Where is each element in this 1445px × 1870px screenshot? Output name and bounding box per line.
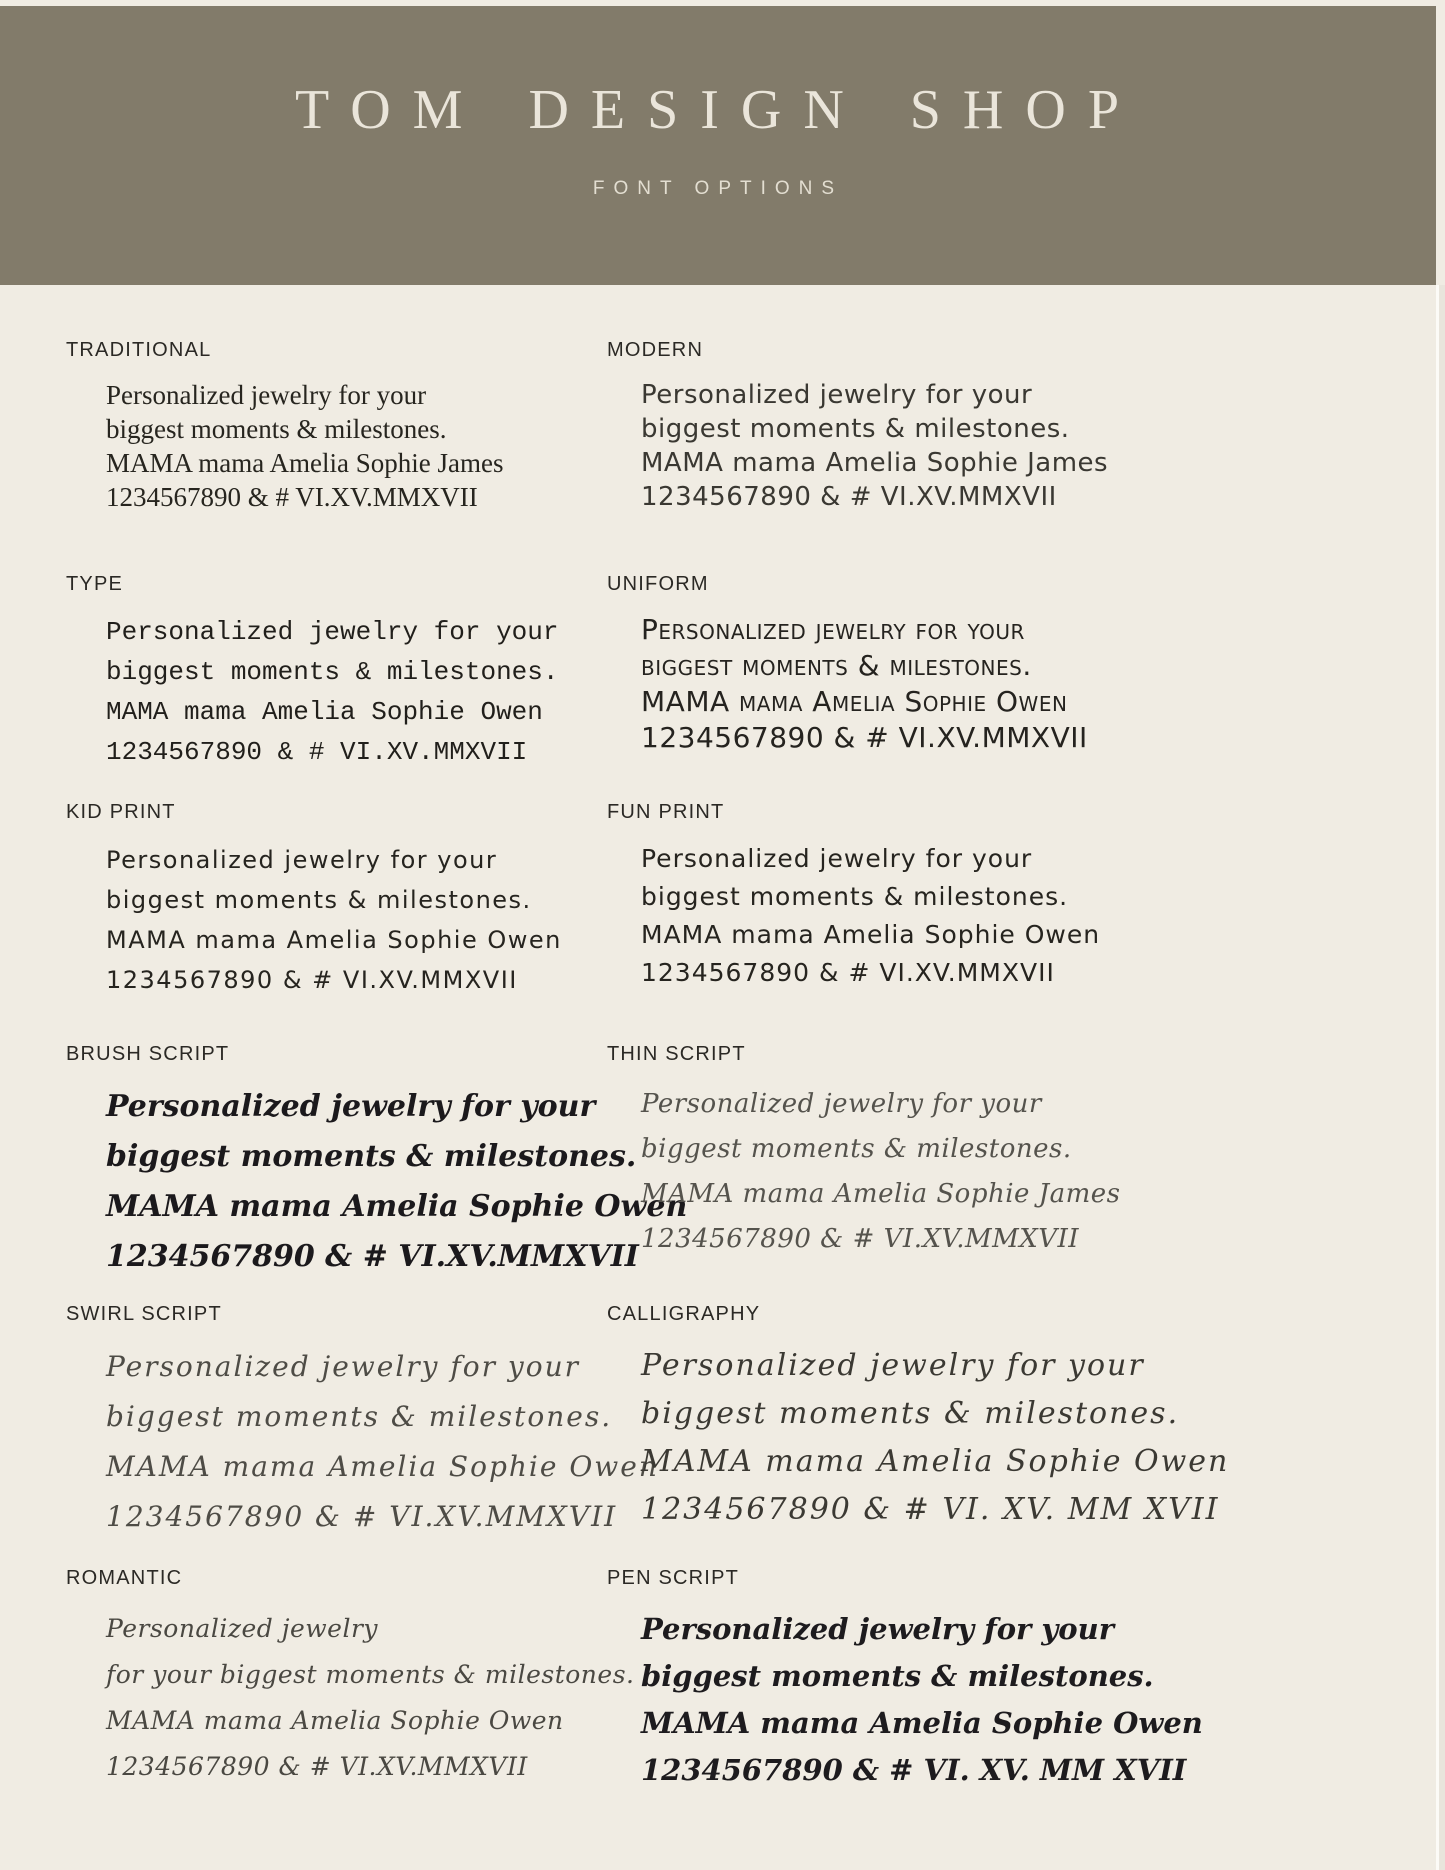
sample-line: 1234567890 & # VI.XV.MMXVII bbox=[641, 1224, 1080, 1254]
sample-line: Personalized jewelry for your bbox=[106, 380, 427, 410]
font-section-label: MODERN bbox=[607, 339, 704, 361]
sample-line: MAMA mama Amelia Sophie James bbox=[641, 448, 1109, 478]
header-band bbox=[0, 6, 1436, 285]
sample-line: biggest moments & milestones. bbox=[106, 414, 447, 444]
font-section-modern bbox=[607, 339, 1108, 514]
sample-line: biggest moments & milestones. bbox=[641, 1396, 1180, 1431]
sample-line: MAMA mama Amelia Sophie Owen bbox=[106, 926, 562, 954]
sample-line: 1234567890 & # VI.XV.MMXVII bbox=[106, 1500, 618, 1533]
font-section-fun-print bbox=[607, 801, 1100, 992]
sample-line: biggest moments & milestones. bbox=[106, 886, 532, 914]
sample-line: biggest moments & milestones. bbox=[106, 1139, 637, 1174]
sample-line: Personalized jewelry for your bbox=[641, 380, 1033, 410]
sample-line: biggest moments & milestones. bbox=[641, 882, 1069, 911]
font-section-brush-script bbox=[66, 1043, 687, 1282]
sample-line: MAMA mama Amelia Sophie James bbox=[106, 448, 504, 478]
sample-line: Personalized jewelry bbox=[106, 1614, 379, 1643]
font-section-swirl-script bbox=[66, 1303, 659, 1542]
font-section-label: CALLIGRAPHY bbox=[607, 1303, 761, 1325]
page-edge-line bbox=[1436, 285, 1445, 1870]
sample-line: biggest moments & milestones. bbox=[641, 414, 1070, 444]
font-sample bbox=[607, 378, 1108, 514]
page-subtitle: FONT OPTIONS bbox=[592, 178, 844, 199]
font-section-thin-script bbox=[607, 1043, 1120, 1262]
font-section-pen-script bbox=[607, 1567, 1203, 1794]
sample-line: for your biggest moments & milestones. bbox=[106, 1660, 635, 1689]
sample-line: MAMA mama Amelia Sophie Owen bbox=[106, 1450, 659, 1483]
font-section-calligraphy bbox=[607, 1303, 1229, 1534]
font-section-label: TRADITIONAL bbox=[66, 339, 212, 361]
sample-line: 1234567890 & # VI.XV.MMXVII bbox=[106, 1239, 639, 1274]
font-section-label: TYPE bbox=[66, 573, 124, 595]
sample-line: Personalized jewelry for your bbox=[641, 844, 1033, 873]
sample-line: biggest moments & milestones. bbox=[106, 1400, 613, 1433]
font-sample bbox=[607, 1082, 1120, 1262]
font-sample bbox=[607, 1342, 1229, 1534]
sample-line: Personalized jewelry for your bbox=[106, 846, 498, 874]
font-sample bbox=[66, 612, 558, 772]
font-sample bbox=[66, 1082, 687, 1282]
sample-line: 1234567890 & # VI.XV.MMXVII bbox=[106, 737, 528, 767]
font-section-label: THIN SCRIPT bbox=[607, 1043, 746, 1065]
sample-line: 1234567890 & # VI.XV.MMXVII bbox=[106, 482, 478, 512]
sample-line: biggest moments & milestones. bbox=[641, 1134, 1072, 1164]
sample-line: biggest moments & milestones. bbox=[641, 649, 1032, 682]
sample-line: MAMA mama Amelia Sophie Owen bbox=[106, 1189, 688, 1224]
font-section-label: BRUSH SCRIPT bbox=[66, 1043, 230, 1065]
font-sample bbox=[607, 612, 1088, 756]
sample-line: Personalized jewelry for your bbox=[641, 613, 1025, 646]
font-sample bbox=[66, 840, 562, 1000]
font-section-label: ROMANTIC bbox=[66, 1567, 183, 1589]
sample-line: MAMA mama Amelia Sophie Owen bbox=[106, 1706, 564, 1735]
sample-line: MAMA mama Amelia Sophie Owen bbox=[641, 920, 1101, 949]
font-sample bbox=[66, 378, 503, 514]
sample-line: 1234567890 & # VI. XV. MM XVII bbox=[641, 1492, 1220, 1527]
font-section-label: KID PRINT bbox=[66, 801, 176, 823]
font-section-label: UNIFORM bbox=[607, 573, 709, 595]
sample-line: MAMA mama Amelia Sophie Owen bbox=[641, 1706, 1203, 1740]
sample-line: biggest moments & milestones. bbox=[641, 1659, 1154, 1693]
sample-line: MAMA mama Amelia Sophie Owen bbox=[106, 697, 543, 727]
sample-line: Personalized jewelry for your bbox=[641, 1348, 1145, 1383]
shop-title: TOM DESIGN SHOP bbox=[295, 79, 1141, 141]
font-sample bbox=[607, 840, 1100, 992]
sample-line: Personalized jewelry for your bbox=[641, 1612, 1114, 1646]
sample-line: Personalized jewelry for your bbox=[106, 1089, 596, 1124]
font-section-type bbox=[66, 573, 558, 772]
font-section-uniform bbox=[607, 573, 1088, 756]
sample-line: 1234567890 & # VI.XV.MMXVII bbox=[641, 958, 1055, 987]
font-section-traditional bbox=[66, 339, 503, 514]
sample-line: MAMA mama Amelia Sophie James bbox=[641, 1179, 1121, 1209]
sample-line: Personalized jewelry for your bbox=[641, 1089, 1042, 1119]
font-sample bbox=[66, 1606, 634, 1790]
sample-line: 1234567890 & # VI.XV.MMXVII bbox=[641, 721, 1088, 754]
sample-line: Personalized jewelry for your bbox=[106, 617, 559, 647]
font-sample bbox=[607, 1606, 1203, 1794]
font-section-label: PEN SCRIPT bbox=[607, 1567, 740, 1589]
sample-line: MAMA mama Amelia Sophie Owen bbox=[641, 1444, 1230, 1479]
sample-line: Personalized jewelry for your bbox=[106, 1350, 580, 1383]
sample-line: 1234567890 & # VI. XV. MM XVII bbox=[641, 1753, 1187, 1787]
sample-line: MAMA mama Amelia Sophie Owen bbox=[641, 685, 1068, 718]
font-section-label: SWIRL SCRIPT bbox=[66, 1303, 222, 1325]
sample-line: biggest moments & milestones. bbox=[106, 657, 559, 687]
font-section-label: FUN PRINT bbox=[607, 801, 725, 823]
font-section-romantic bbox=[66, 1567, 634, 1790]
sample-line: 1234567890 & # VI.XV.MMXVII bbox=[106, 966, 518, 994]
font-sample bbox=[66, 1342, 659, 1542]
sample-line: 1234567890 & # VI.XV.MMXVII bbox=[641, 482, 1057, 512]
sample-line: 1234567890 & # VI.XV.MMXVII bbox=[106, 1752, 528, 1781]
font-section-kid-print bbox=[66, 801, 562, 1000]
